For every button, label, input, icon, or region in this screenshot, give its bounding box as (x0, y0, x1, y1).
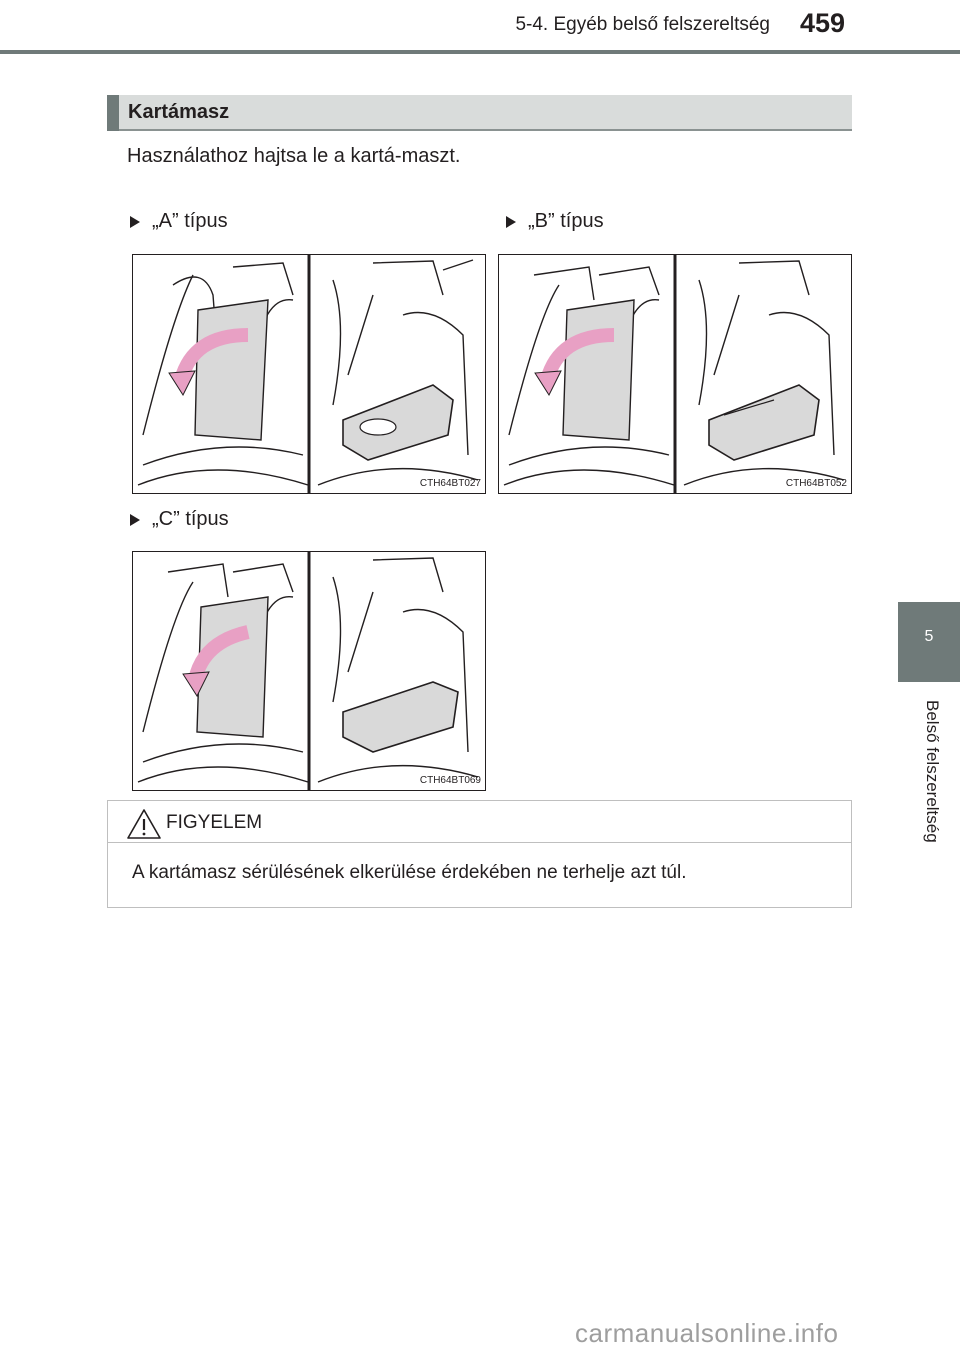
bullet-triangle-icon (506, 216, 516, 228)
figure-type-a (132, 254, 486, 494)
bullet-triangle-icon (130, 216, 140, 228)
chapter-title: 5-4. Egyéb belső felszereltség (515, 14, 770, 35)
section-title: Kartámasz (128, 101, 230, 123)
type-c-label: „C” típus (152, 508, 229, 530)
armrest-illustration-c (133, 552, 485, 790)
figure-type-c (132, 551, 486, 791)
section-heading-bar (107, 95, 119, 131)
armrest-illustration-b (499, 255, 851, 493)
warning-divider (108, 842, 851, 843)
figure-code: CTH64BT027 (419, 478, 481, 489)
chapter-tab-number: 5 (924, 628, 934, 645)
chapter-tab-label: Belső felszereltség (923, 700, 942, 843)
type-b-label: „B” típus (528, 210, 604, 232)
warning-title: FIGYELEM (166, 812, 263, 833)
section-body: Használathoz hajtsa le a kartá-maszt. (127, 145, 461, 167)
header-rule (0, 50, 960, 54)
page-number: 459 (800, 8, 846, 38)
warning-triangle-icon (126, 808, 162, 840)
figure-code: CTH64BT052 (785, 478, 847, 489)
figure-code: CTH64BT069 (419, 775, 481, 786)
type-a-label: „A” típus (152, 210, 228, 232)
figure-type-b (498, 254, 852, 494)
bullet-triangle-icon (130, 514, 140, 526)
watermark: carmanualsonline.info (575, 1318, 839, 1348)
warning-text: A kartámasz sérülésének elkerülése érdekében ne terhelje azt túl. (132, 862, 687, 883)
armrest-illustration-a (133, 255, 485, 493)
